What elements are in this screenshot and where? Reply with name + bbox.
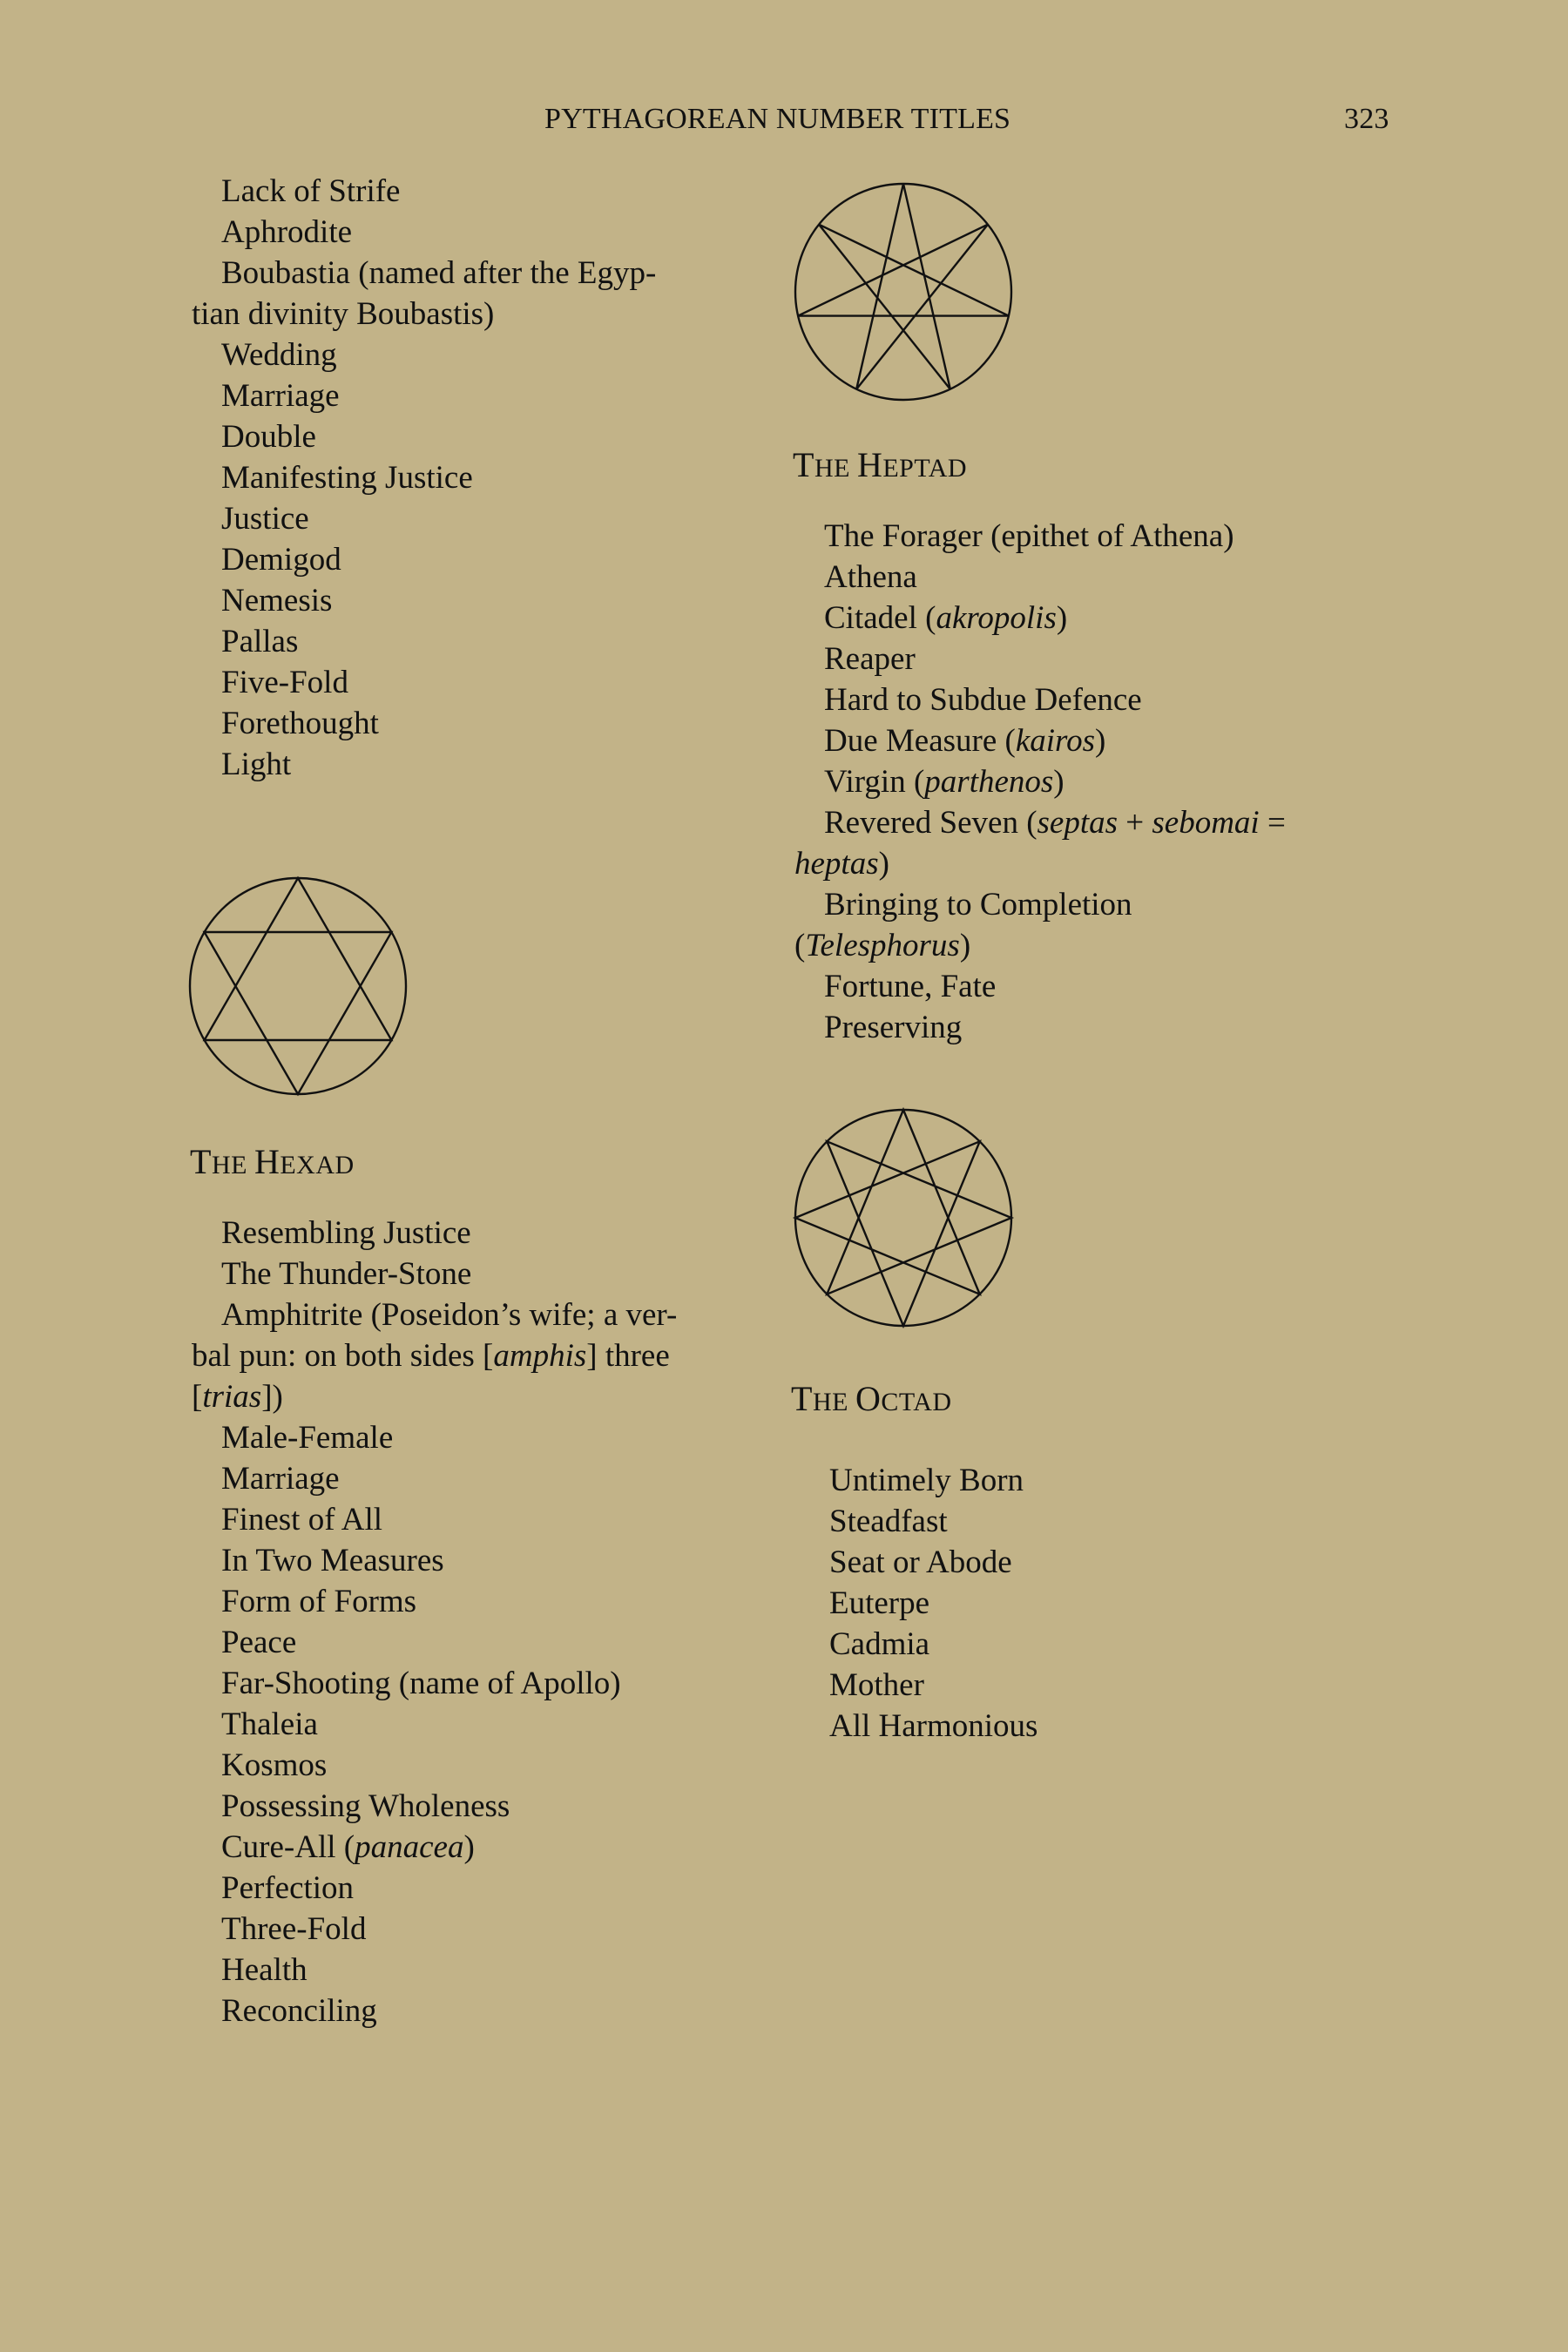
italic-term: kairos bbox=[1015, 723, 1095, 759]
heptagram-figure-icon bbox=[790, 179, 1017, 405]
list-item: Seat or Abode bbox=[829, 1544, 1012, 1580]
text-run: Revered Seven ( bbox=[824, 805, 1037, 841]
list-item: Manifesting Justice bbox=[221, 460, 473, 496]
heading-initial: O bbox=[855, 1379, 882, 1418]
list-item: In Two Measures bbox=[221, 1543, 444, 1578]
list-item: Euterpe bbox=[829, 1585, 930, 1621]
list-item-line: Boubastia (named after the Egyp- bbox=[221, 255, 657, 291]
hexad-heading bbox=[190, 1141, 355, 1182]
heading-initial: T bbox=[190, 1142, 212, 1181]
text-run: = bbox=[1259, 805, 1286, 841]
italic-term: trias bbox=[202, 1379, 262, 1415]
list-item: Finest of All bbox=[221, 1502, 383, 1538]
italic-term: panacea bbox=[355, 1829, 464, 1865]
text-run: [ bbox=[192, 1379, 203, 1415]
text-run: ) bbox=[878, 846, 889, 882]
heading-initial: H bbox=[253, 1142, 280, 1181]
heading-initial: T bbox=[791, 1379, 813, 1418]
list-item bbox=[192, 1827, 723, 1868]
hexad-title-list bbox=[192, 1213, 723, 2031]
italic-term: parthenos bbox=[924, 764, 1054, 800]
list-item: Fortune, Fate bbox=[824, 969, 997, 1004]
list-item: Perfection bbox=[221, 1870, 355, 1906]
heading-rest: HE bbox=[211, 1151, 254, 1179]
list-item: Resembling Justice bbox=[221, 1215, 471, 1251]
text-run: Virgin ( bbox=[824, 764, 925, 800]
list-item bbox=[794, 884, 1352, 966]
running-head-title: PYTHAGOREAN NUMBER TITLES bbox=[544, 103, 1011, 135]
list-item: Kosmos bbox=[221, 1747, 328, 1783]
heading-rest: HE bbox=[814, 454, 857, 483]
list-item: Reconciling bbox=[221, 1993, 377, 2029]
list-item: Demigod bbox=[221, 542, 341, 578]
octagram-figure-icon bbox=[790, 1105, 1017, 1331]
list-item: Light bbox=[221, 747, 292, 782]
list-item bbox=[794, 720, 1352, 761]
list-item: Form of Forms bbox=[221, 1584, 417, 1619]
text-run: Due Measure ( bbox=[824, 723, 1016, 759]
italic-term: septas bbox=[1037, 805, 1119, 841]
list-item bbox=[794, 598, 1352, 639]
list-item: Justice bbox=[221, 501, 309, 537]
list-item bbox=[794, 761, 1352, 802]
list-item: The Thunder-Stone bbox=[221, 1256, 472, 1292]
list-item: Aphrodite bbox=[221, 214, 353, 250]
text-run: ( bbox=[794, 928, 806, 963]
list-item: Preserving bbox=[824, 1010, 963, 1045]
heptad-heading bbox=[793, 444, 967, 485]
hexagram-figure-icon bbox=[185, 873, 411, 1099]
list-item: Lack of Strife bbox=[221, 173, 401, 209]
heading-rest: CTAD bbox=[881, 1388, 952, 1416]
list-item: Reaper bbox=[824, 641, 916, 677]
list-item-line: tian divinity Boubastis) bbox=[192, 296, 495, 332]
list-item: All Harmonious bbox=[829, 1708, 1038, 1744]
list-item-line: Amphitrite (Poseidon’s wife; a ver- bbox=[221, 1297, 678, 1333]
text-run: bal pun: on both sides [ bbox=[192, 1338, 494, 1374]
heading-rest: HE bbox=[812, 1388, 855, 1416]
list-item: Pallas bbox=[221, 624, 299, 659]
text-run: ) bbox=[463, 1829, 475, 1865]
text-run: ) bbox=[1053, 764, 1064, 800]
list-item: Marriage bbox=[221, 1461, 340, 1497]
italic-term: Telesphorus bbox=[805, 928, 960, 963]
list-item: Hard to Subdue Defence bbox=[824, 682, 1142, 718]
italic-term: sebomai bbox=[1152, 805, 1260, 841]
text-run: Cure-All ( bbox=[221, 1829, 355, 1865]
text-run: ] three bbox=[586, 1338, 670, 1374]
heading-initial: H bbox=[856, 445, 883, 484]
italic-term: amphis bbox=[493, 1338, 587, 1374]
heading-rest: EPTAD bbox=[882, 454, 968, 483]
list-item: Athena bbox=[824, 559, 917, 595]
list-item: Untimely Born bbox=[829, 1463, 1024, 1498]
list-item-line: Bringing to Completion bbox=[824, 887, 1132, 923]
list-item-line bbox=[162, 1335, 670, 1376]
page-number: 323 bbox=[1344, 103, 1389, 135]
list-item bbox=[192, 253, 706, 335]
list-item: Three-Fold bbox=[221, 1911, 367, 1947]
list-item bbox=[192, 1294, 723, 1417]
list-item-line bbox=[824, 805, 1286, 841]
list-item: Forethought bbox=[221, 706, 379, 741]
list-item: Steadfast bbox=[829, 1504, 948, 1539]
pentad-title-list bbox=[192, 171, 706, 785]
list-item: Far-Shooting (name of Apollo) bbox=[221, 1666, 621, 1701]
text-run: ) bbox=[959, 928, 971, 963]
list-item-line bbox=[162, 1376, 283, 1417]
list-item: Possessing Wholeness bbox=[221, 1788, 510, 1824]
list-item: Peace bbox=[221, 1625, 297, 1660]
list-item: Male-Female bbox=[221, 1420, 394, 1456]
heading-rest: EXAD bbox=[280, 1151, 355, 1179]
list-item: Nemesis bbox=[221, 583, 333, 618]
text-run: ) bbox=[1095, 723, 1106, 759]
list-item: Five-Fold bbox=[221, 665, 348, 700]
heptad-title-list bbox=[794, 516, 1352, 1048]
text-run: Citadel ( bbox=[824, 600, 936, 636]
list-item bbox=[794, 802, 1352, 884]
list-item: Cadmia bbox=[829, 1626, 930, 1662]
list-item: Wedding bbox=[221, 337, 337, 373]
octad-title-list bbox=[800, 1460, 1322, 1747]
italic-term: akropolis bbox=[936, 600, 1057, 636]
list-item-line bbox=[765, 925, 970, 966]
italic-term: heptas bbox=[794, 846, 879, 882]
text-run: + bbox=[1118, 805, 1152, 841]
list-item: Mother bbox=[829, 1667, 924, 1703]
text-run: ]) bbox=[261, 1379, 283, 1415]
list-item: Marriage bbox=[221, 378, 340, 414]
list-item: Double bbox=[221, 419, 316, 455]
list-item-line bbox=[765, 843, 889, 884]
octad-heading bbox=[791, 1378, 952, 1419]
list-item: The Forager (epithet of Athena) bbox=[824, 518, 1234, 554]
heading-initial: T bbox=[793, 445, 814, 484]
list-item: Thaleia bbox=[221, 1707, 318, 1742]
text-run: ) bbox=[1056, 600, 1068, 636]
list-item: Health bbox=[221, 1952, 308, 1988]
